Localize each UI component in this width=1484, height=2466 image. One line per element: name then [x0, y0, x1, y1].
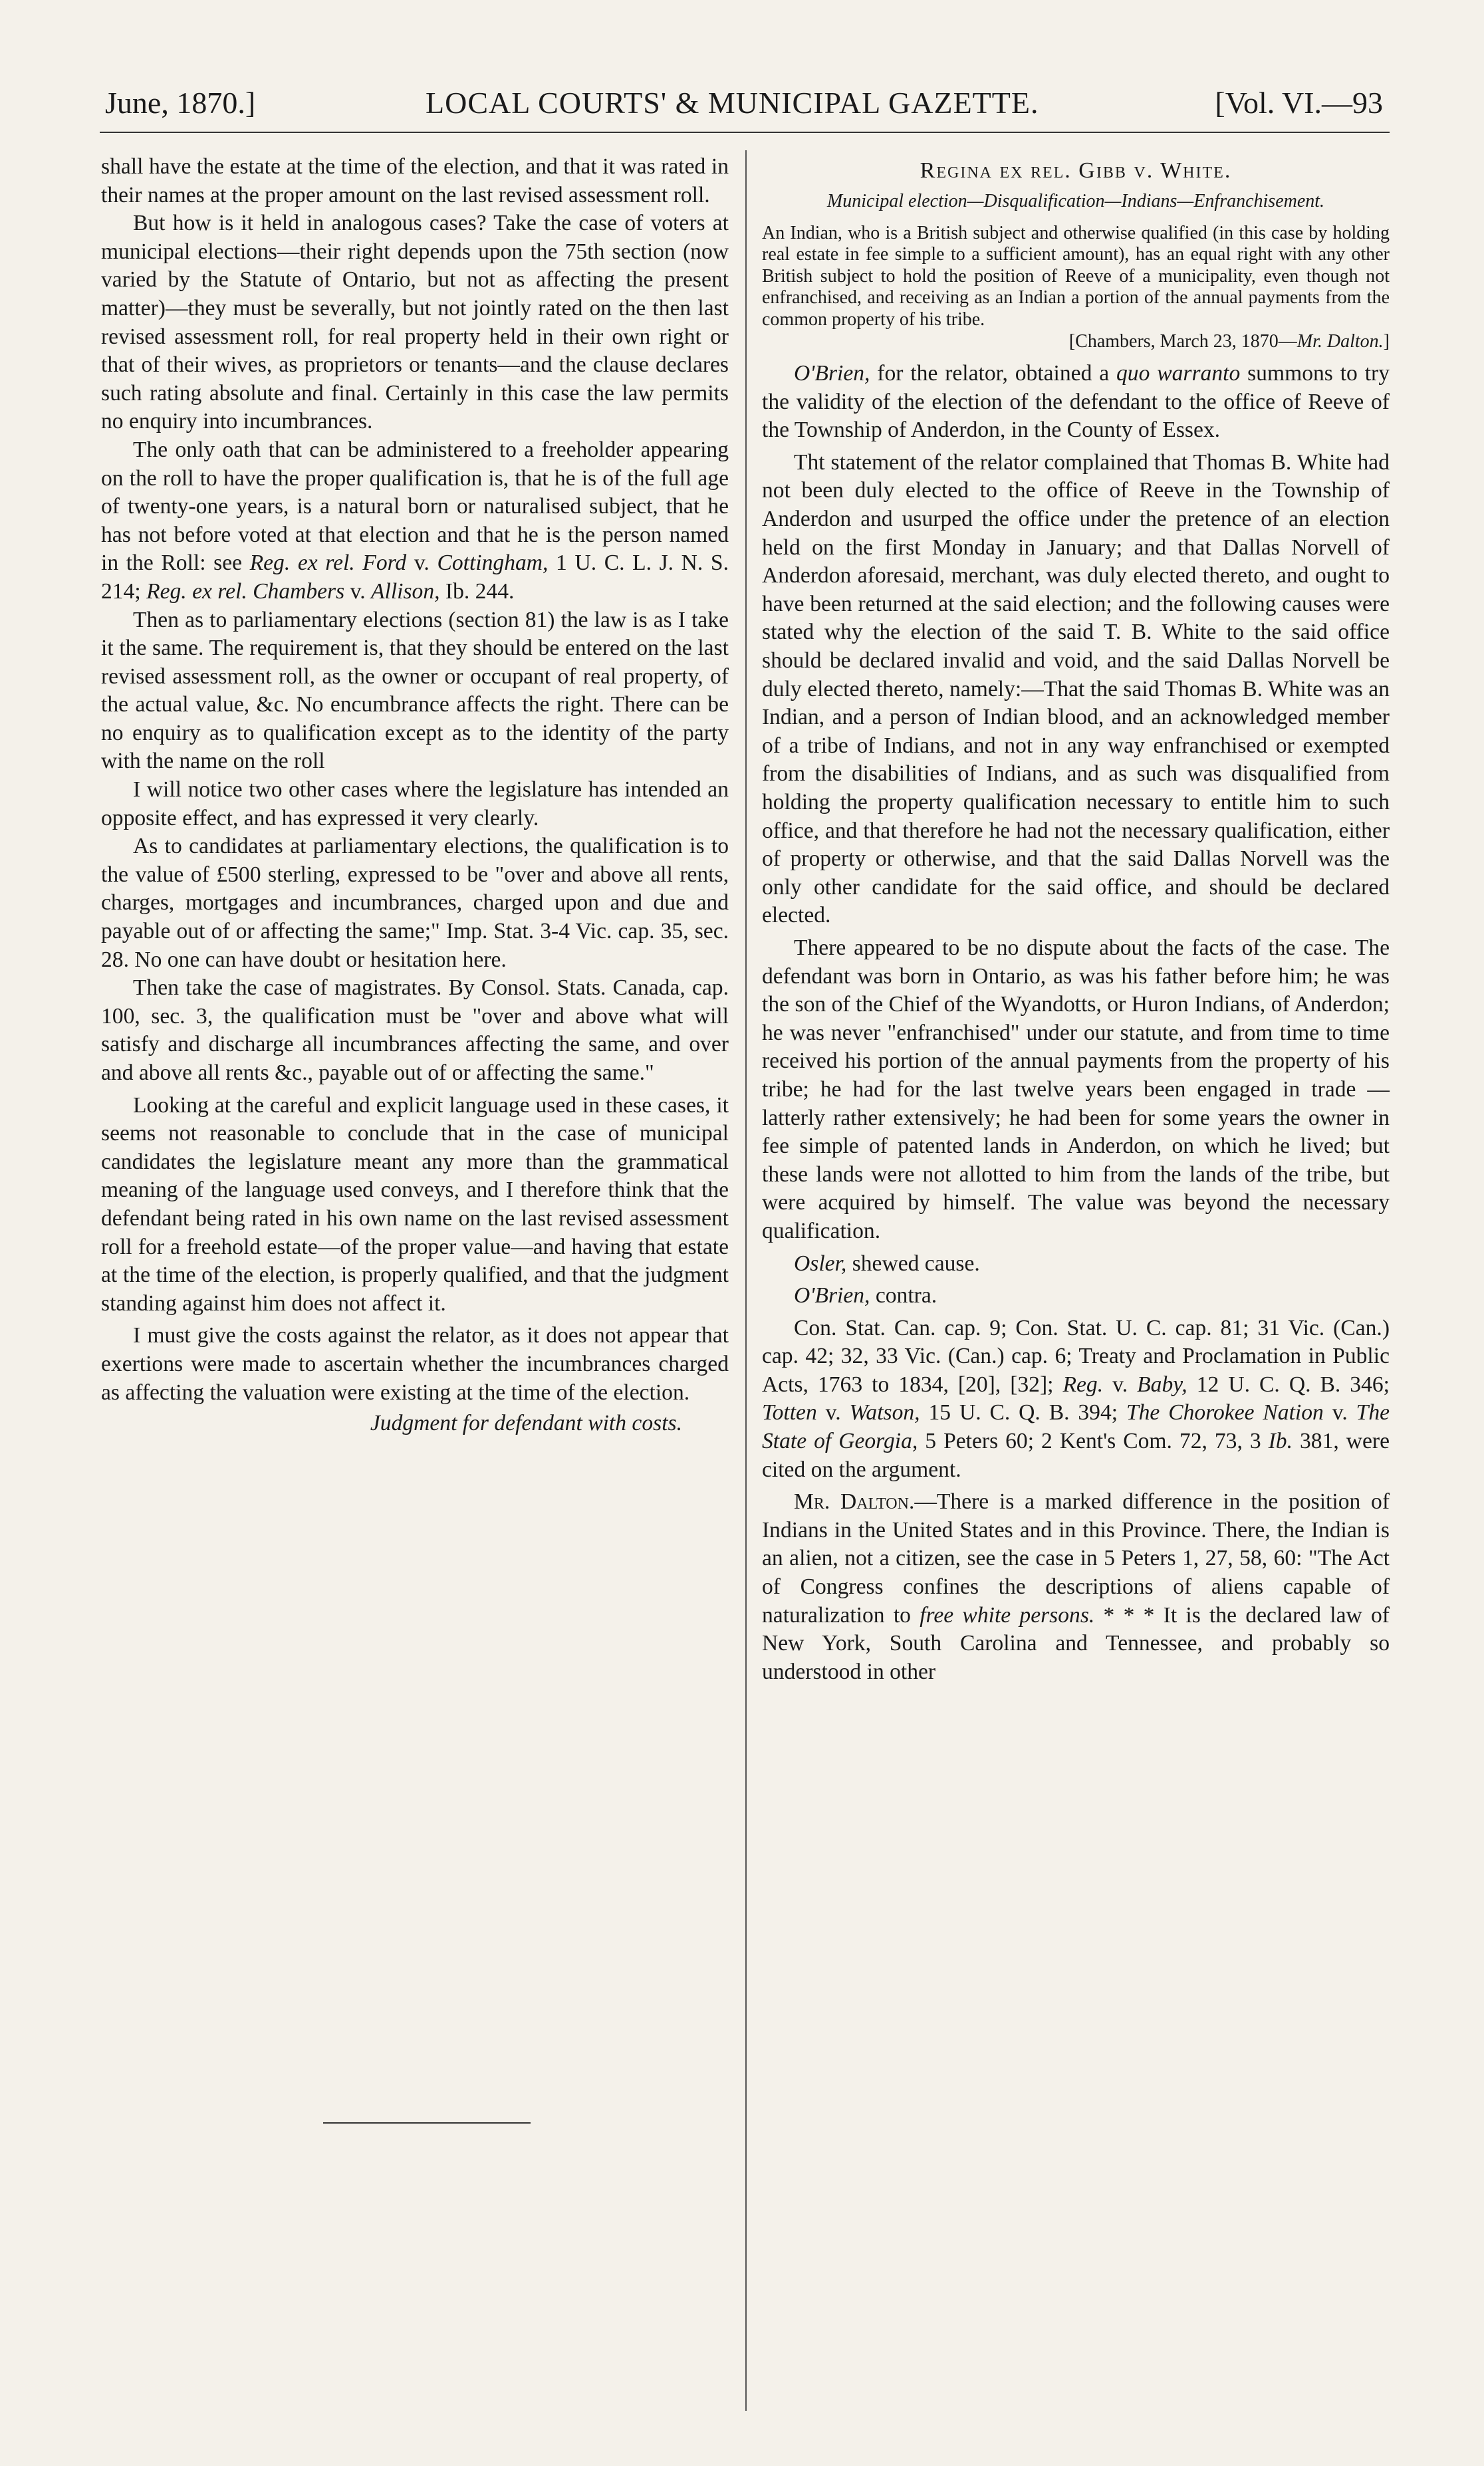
judgment-line: Judgment for defendant with costs.	[370, 1411, 682, 1436]
paragraph: Tht statement of the relator complained that Thomas B. White had not been duly elected to the office of Reeve in the Township of Anderdon and usurped the office under the pretence of an election held on the first Monday in January; and that Dallas Norvell of Anderdon aforesaid, merchant, was duly elected thereto, and ought to have been returned at the said election; and the following causes were stated why the election of the said T. B. White to the said office should be declared invalid and void, and the said Dallas Norvell be duly elected thereto, namely:—That the said Thomas B. White was an Indian, and a person of Indian blood, and an acknowledged member of a tribe of Indians, and not in any way enfranchised or exempted from the disabilities of Indians, and as such was disqualified from holding the property qualification necessary to entitle him to such office, and that therefore he had not the necessary qualification, either of property or otherwise, and that the said Dallas Norvell was the only other candidate for the said office, and should be declared elected.	[762, 449, 1390, 928]
paragraph: But how is it held in analogous cases? Take the case of voters at municipal elections—their right depends upon the 75th section (now varied by the Statute of Ontario, but not as affecting the present matter)—they must be severally, but not jointly rated on the then last revised assessment roll, for real property held in their own right or that of their wives, as proprietors or tenants—and the clause declares such rating absolute and final. Certainly in this case the law permits no enquiry into incumbrances.	[101, 211, 729, 434]
page-header	[100, 85, 1383, 132]
section-end-rule	[323, 2122, 531, 2124]
case-citation: Watson,	[849, 1400, 920, 1425]
issue-date: June, 1870.]	[105, 86, 256, 120]
case-citation: The Chorokee Nation	[1126, 1400, 1324, 1425]
case-citation: Totten	[762, 1400, 817, 1425]
case-citation: The State of Georgia,	[762, 1400, 1390, 1454]
paragraph: Mr. Dalton.—There is a marked difference in the position of Indians in the United States and in this Province. There, the Indian is an alien, not a citizen, see the case in 5 Peters 1, 27, 58, 60: "The Act of Congress confines the descriptions of aliens capable of naturalization to free white persons. * * * It is the declared law of New York, South Carolina and Tennessee, and probably so understood in other	[762, 1489, 1390, 1684]
right-column	[762, 157, 1390, 1686]
counsel-name: Osler,	[794, 1251, 847, 1276]
case-subtitle: Municipal election—Disqualification—Indians—Enfranchisement.	[826, 190, 1325, 211]
paragraph: Then take the case of magistrates. By Consol. Stats. Canada, cap. 100, sec. 3, the qualification must be "over and above what will satisfy and discharge all incumbrances affecting the same, and over and above all rents &c., payable out of or affecting the same."	[101, 975, 729, 1085]
header-rule	[100, 132, 1390, 133]
case-citation: Reg.	[1062, 1372, 1104, 1397]
paragraph: O'Brien, for the relator, obtained a quo warranto summons to try the validity of the election of the defendant to the office of Reeve of the Township of Anderdon, in the County of Essex.	[762, 361, 1390, 443]
paragraph: Osler, shewed cause.	[794, 1251, 980, 1276]
paragraph: Then as to parliamentary elections (section 81) the law is as I take it the same. The requirement is, that they should be entered on the last revised assessment roll, as the owner or occupant of real property, of the actual value, &c. No encumbrance affects the right. There can be no enquiry as to qualification except as to the identity of the party with the name on the roll	[101, 607, 729, 774]
paragraph: shall have the estate at the time of the election, and that it was rated in their names at the proper amount on the last revised assessment roll.	[101, 154, 729, 207]
left-column	[101, 153, 729, 1438]
paragraph: The only oath that can be administered to a freeholder appearing on the roll to have the proper qualification is, that he is of the full age of twenty-one years, is a natural born or naturalised subject, that he has not before voted at that election and that he is the person named in the Roll: see Reg. ex rel. Ford v. Cottingham, 1 U. C. L. J. N. S. 214; Reg. ex rel. Chambers v. Allison, Ib. 244.	[101, 437, 729, 604]
paragraph: Con. Stat. Can. cap. 9; Con. Stat. U. C. cap. 81; 31 Vic. (Can.) cap. 42; 32, 33 Vic. (Can.) cap. 6; Treaty and Proclamation in Public Acts, 1763 to 1834, [20], [32]; Reg. v. Baby, 12 U. C. Q. B. 346; Totten v. Watson, 15 U. C. Q. B. 394; The Chorokee Nation v. The State of Georgia, 5 Peters 60; 2 Kent's Com. 72, 73, 3 Ib. 381, were cited on the argument.	[762, 1315, 1390, 1482]
paragraph: I will notice two other cases where the legislature has intended an opposite effect, and has expressed it very clearly.	[101, 777, 729, 830]
headnote: An Indian, who is a British subject and otherwise qualified (in this case by holding real estate in fee simple to a sufficient amount), has an equal right with any other British subject to hold the position of Reeve of a municipality, even though not enfranchised, and receiving as an Indian a portion of the annual payments from the common property of his tribe.	[762, 222, 1390, 330]
case-citation: Reg. ex rel. Ford	[249, 551, 407, 576]
paragraph: Looking at the careful and explicit language used in these cases, it seems not reasonable to conclude that in the case of municipal candidates the legislature meant any more than the grammatical meaning of the language used conveys, and I therefore think that the defendant being rated in his own name on the last revised assessment roll for a freehold estate—of the proper value—and having that estate at the time of the election, is properly qualified, and that the judgment standing against him does not affect it.	[101, 1092, 729, 1316]
paragraph: O'Brien, contra.	[794, 1283, 937, 1308]
judge-name: Mr. Dalton.	[1297, 331, 1384, 352]
paragraph: I must give the costs against the relator, as it does not appear that exertions were made to ascertain whether the incumbrances charged as affecting the valuation were existing at the time of the election.	[101, 1323, 729, 1405]
case-citation: Allison,	[370, 578, 440, 604]
volume-page: [Vol. VI.—93	[1215, 86, 1383, 120]
case-citation: Reg. ex rel. Chambers	[146, 578, 345, 604]
paragraph: As to candidates at parliamentary elections, the qualification is to the value of £500 sterling, expressed to be "over and above all rents, charges, mortgages and incumbrances, charged upon and due and payable out of or affecting the same;" Imp. Stat. 3-4 Vic. cap. 35, sec. 28. No one can have doubt or hesitation here.	[101, 834, 729, 972]
counsel-name: O'Brien,	[794, 1283, 870, 1308]
case-citation: Baby,	[1137, 1372, 1187, 1397]
counsel-name: O'Brien,	[794, 361, 870, 386]
publication-title: LOCAL COURTS' & MUNICIPAL GAZETTE.	[426, 86, 1039, 120]
paragraph: There appeared to be no dispute about the facts of the case. The defendant was born in Ontario, as was his father before him; he was the son of the Chief of the Wyandotts, or Huron Indians, of Anderdon; he was never "enfranchised" under our statute, and from time to time received his portion of the annual payments from the property of his tribe; he had for the last twelve years been engaged in trade — latterly rather extensively; he had been for some years the owner in fee simple of patented lands in Anderdon, on which he lived; but these lands were not allotted to him from the lands of the tribe, but were acquired by himself. The value was beyond the necessary qualification.	[762, 935, 1390, 1243]
column-divider	[745, 150, 747, 2411]
headnote-reference: [Chambers, March 23, 1870—Mr. Dalton.]	[1068, 331, 1390, 352]
judge-name: Mr. Dalton.	[794, 1489, 915, 1515]
case-citation: Ib.	[1268, 1429, 1293, 1454]
case-citation: Cottingham,	[437, 551, 549, 576]
case-title: Regina ex rel. Gibb v. White.	[920, 158, 1232, 183]
